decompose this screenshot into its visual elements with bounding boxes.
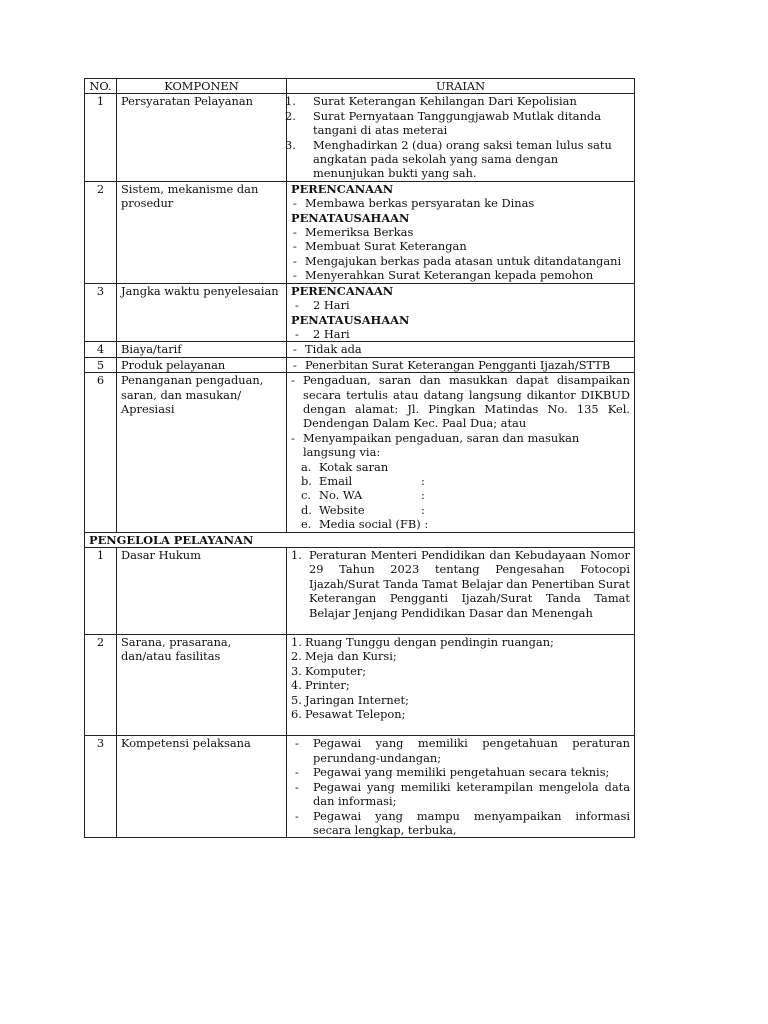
- row-no: 4: [85, 342, 117, 357]
- row-no: 6: [85, 373, 117, 532]
- table-row: [85, 283, 635, 342]
- table-header-row: [85, 79, 635, 94]
- row-no: 2: [85, 181, 117, 283]
- row-komponen: Produk pelayanan: [117, 357, 287, 372]
- list-item: - Mengajukan berkas pada atasan untuk ditandatangani: [293, 253, 622, 268]
- table-row: [85, 94, 635, 181]
- list-item: 2. Meja dan Kursi;: [291, 649, 397, 664]
- table-row: [85, 373, 635, 532]
- list-item: d. Website :: [301, 502, 425, 517]
- row-no: 2: [85, 635, 117, 736]
- service-standard-document: [84, 78, 634, 838]
- list-item: - Pengaduan, saran dan masukkan dapat disampaikan secara tertulis atau datang langsung dikantor DIKBUD dengan alamat: Jl. Pingkan Matindas No. 135 Kel. Dendengan Dalam Kec. Paal Dua; atau: [291, 373, 630, 431]
- row-uraian: [287, 283, 635, 342]
- row-komponen: Penanganan pengaduan, saran, dan masukan/ Apresiasi: [117, 373, 287, 532]
- list-item: - Membuat Surat Keterangan: [293, 239, 467, 254]
- list-item: - Memeriksa Berkas: [293, 225, 414, 240]
- list-item: 4. Printer;: [291, 678, 350, 693]
- row-no: 3: [85, 283, 117, 342]
- list-item: - Membawa berkas persyaratan ke Dinas: [293, 196, 535, 211]
- list-item: 1. Peraturan Menteri Pendidikan dan Kebudayaan Nomor 29 Tahun 2023 tentang Pengesahan Fotocopi Ijazah/Surat Tanda Tamat Belajar dan Penertiban Surat Keterangan Pengganti Ijazah/Surat Tanda Tamat Belajar Jenjang Pendidikan Dasar dan Menengah: [291, 548, 630, 620]
- list-item: - Menyampaikan pengaduan, saran dan masukan langsung via:: [291, 430, 580, 460]
- list-item: 5. Jaringan Internet;: [291, 692, 409, 707]
- row-no: 1: [85, 94, 117, 181]
- row-no: 1: [85, 548, 117, 635]
- list-item: 1. Surat Keterangan Kehilangan Dari Kepolisian: [285, 94, 577, 109]
- list-item: - Pegawai yang memiliki pengetahuan secara teknis;: [295, 765, 610, 780]
- table-row: [85, 342, 635, 357]
- table-row: [85, 181, 635, 283]
- list-item: e. Media social (FB) :: [301, 517, 429, 532]
- list-item: - Menyerahkan Surat Keterangan kepada pemohon: [293, 268, 594, 283]
- row-no: 5: [85, 357, 117, 372]
- subheading: PERENCANAAN: [291, 283, 394, 298]
- list-item: - Tidak ada: [293, 342, 362, 357]
- list-item: - Pegawai yang memiliki pengetahuan peraturan perundang-undangan;: [295, 736, 630, 765]
- section-header-row: [85, 532, 635, 547]
- table-row: [85, 357, 635, 372]
- subheading: PENATAUSAHAAN: [291, 210, 410, 225]
- list-item: 3. Komputer;: [291, 663, 367, 678]
- row-komponen: Sarana, prasarana, dan/atau fasilitas: [117, 635, 287, 736]
- row-komponen: Jangka waktu penyelesaian: [117, 283, 287, 342]
- row-uraian: [287, 635, 635, 736]
- table-row: [85, 635, 635, 736]
- list-item: 2. Surat Pernyataan Tanggungjawab Mutlak ditanda tangani di atas meterai: [285, 108, 602, 138]
- list-item: 3. Menghadirkan 2 (dua) orang saksi teman lulus satu angkatan pada sekolah yang sama dengan menunjukan bukti yang sah.: [285, 137, 612, 181]
- row-komponen: Kompetensi pelaksana: [117, 736, 287, 838]
- table-row: [85, 548, 635, 635]
- row-no: 3: [85, 736, 117, 838]
- service-standard-table: [84, 78, 635, 838]
- list-item: b. Email :: [301, 473, 425, 488]
- row-uraian: [287, 181, 635, 283]
- row-komponen: Sistem, mekanisme dan prosedur: [117, 181, 287, 283]
- list-item: - Penerbitan Surat Keterangan Pengganti Ijazah/STTB: [293, 357, 611, 372]
- list-item: - Pegawai yang memiliki keterampilan mengelola data dan informasi;: [295, 779, 630, 809]
- section-title: PENGELOLA PELAYANAN: [85, 532, 635, 547]
- list-item: 6. Pesawat Telepon;: [291, 707, 406, 722]
- list-item: - 2 Hari: [295, 326, 350, 341]
- subheading: PENATAUSAHAAN: [291, 312, 410, 327]
- table-row: [85, 736, 635, 838]
- list-item: - Pegawai yang mampu menyampaikan informasi secara lengkap, terbuka,: [295, 808, 630, 837]
- row-uraian: [287, 736, 635, 838]
- row-uraian: [287, 548, 635, 635]
- subheading: PERENCANAAN: [291, 181, 394, 196]
- list-item: c. No. WA :: [301, 488, 425, 503]
- row-komponen: Persyaratan Pelayanan: [117, 94, 287, 181]
- row-komponen: Dasar Hukum: [117, 548, 287, 635]
- header-uraian: URAIAN: [287, 79, 635, 94]
- row-komponen: Biaya/tarif: [117, 342, 287, 357]
- row-uraian: [287, 342, 635, 357]
- row-uraian: [287, 357, 635, 372]
- row-uraian: [287, 373, 635, 532]
- list-item: a. Kotak saran: [301, 459, 389, 474]
- list-item: 1. Ruang Tunggu dengan pendingin ruangan;: [291, 635, 554, 650]
- header-komponen: KOMPONEN: [117, 79, 287, 94]
- row-uraian: [287, 94, 635, 181]
- list-item: - 2 Hari: [295, 298, 350, 313]
- header-no: NO.: [85, 79, 117, 94]
